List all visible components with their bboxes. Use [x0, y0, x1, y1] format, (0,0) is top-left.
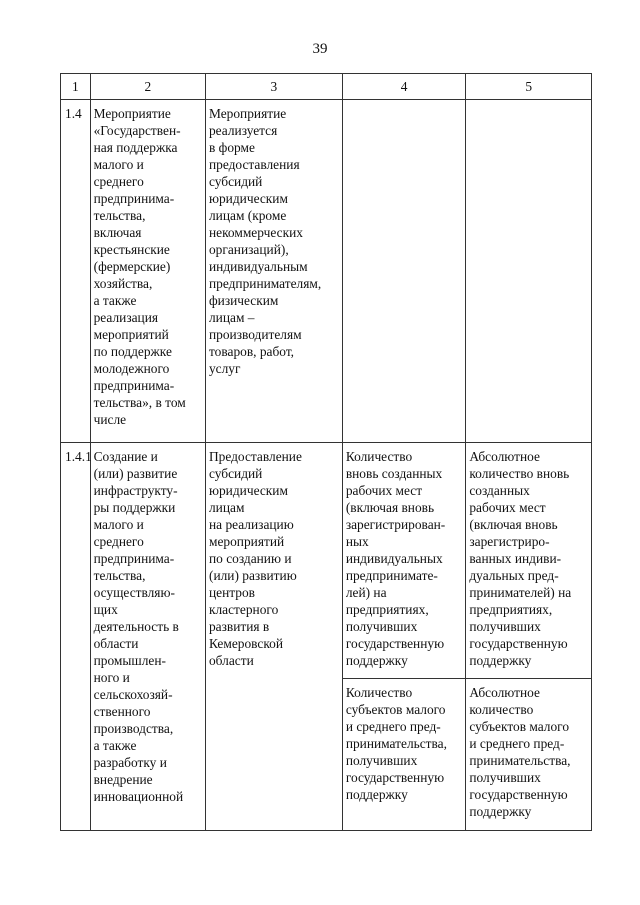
row-number: 1.4: [61, 100, 91, 443]
event-name: Создание и (или) развитие инфраструкту- ры поддержки малого и среднего предпринима- тельства, осуществляю- щих деятельность в области промышлен- ного и сельскохозяй- ственного производства, а также разработку и внедрение инновационной: [90, 443, 205, 831]
indicator-method: [466, 100, 592, 443]
header-cell-2: 2: [90, 74, 205, 100]
indicator-name: Количество вновь созданных рабочих мест (включая вновь зарегистрирован- ных индивидуальных предпринимате- лей) на предприятиях, получивших государственную поддержку: [342, 443, 466, 679]
header-cell-5: 5: [466, 74, 592, 100]
header-cell-4: 4: [342, 74, 466, 100]
program-table: [60, 73, 592, 831]
event-description: Мероприятие реализуется в форме предоставления субсидий юридическим лицам (кроме некоммерческих организаций), индивидуальным предпринимателям, физическим лицам – производителям товаров, работ, услуг: [205, 100, 342, 443]
row-number: 1.4.1: [61, 443, 91, 831]
indicator-method: Абсолютное количество вновь созданных рабочих мест (включая вновь зарегистриро- ванных индиви- дуальных пред- принимателей) на предприятиях, получивших государственную поддержку: [466, 443, 592, 679]
page-number: 39: [312, 41, 328, 57]
event-name: Мероприятие «Государствен- ная поддержка малого и среднего предпринима- тельства, включая крестьянские (фермерские) хозяйства, а также реализация мероприятий по поддержке молодежного предпринима- тельства», в том числе: [90, 100, 205, 443]
indicator-method: Абсолютное количество субъектов малого и среднего пред- принимательства, получивших государственную поддержку: [466, 679, 592, 831]
event-description: Предоставление субсидий юридическим лицам на реализацию мероприятий по созданию и (или) развитию центров кластерного развития в Кемеровской области: [205, 443, 342, 831]
header-cell-1: 1: [61, 74, 91, 100]
table-row: [61, 443, 592, 679]
header-cell-3: 3: [205, 74, 342, 100]
table-row: [61, 100, 592, 443]
indicator-name: [342, 100, 466, 443]
table-header-row: [61, 74, 592, 100]
indicator-name: Количество субъектов малого и среднего пред- принимательства, получивших государственную поддержку: [342, 679, 466, 831]
